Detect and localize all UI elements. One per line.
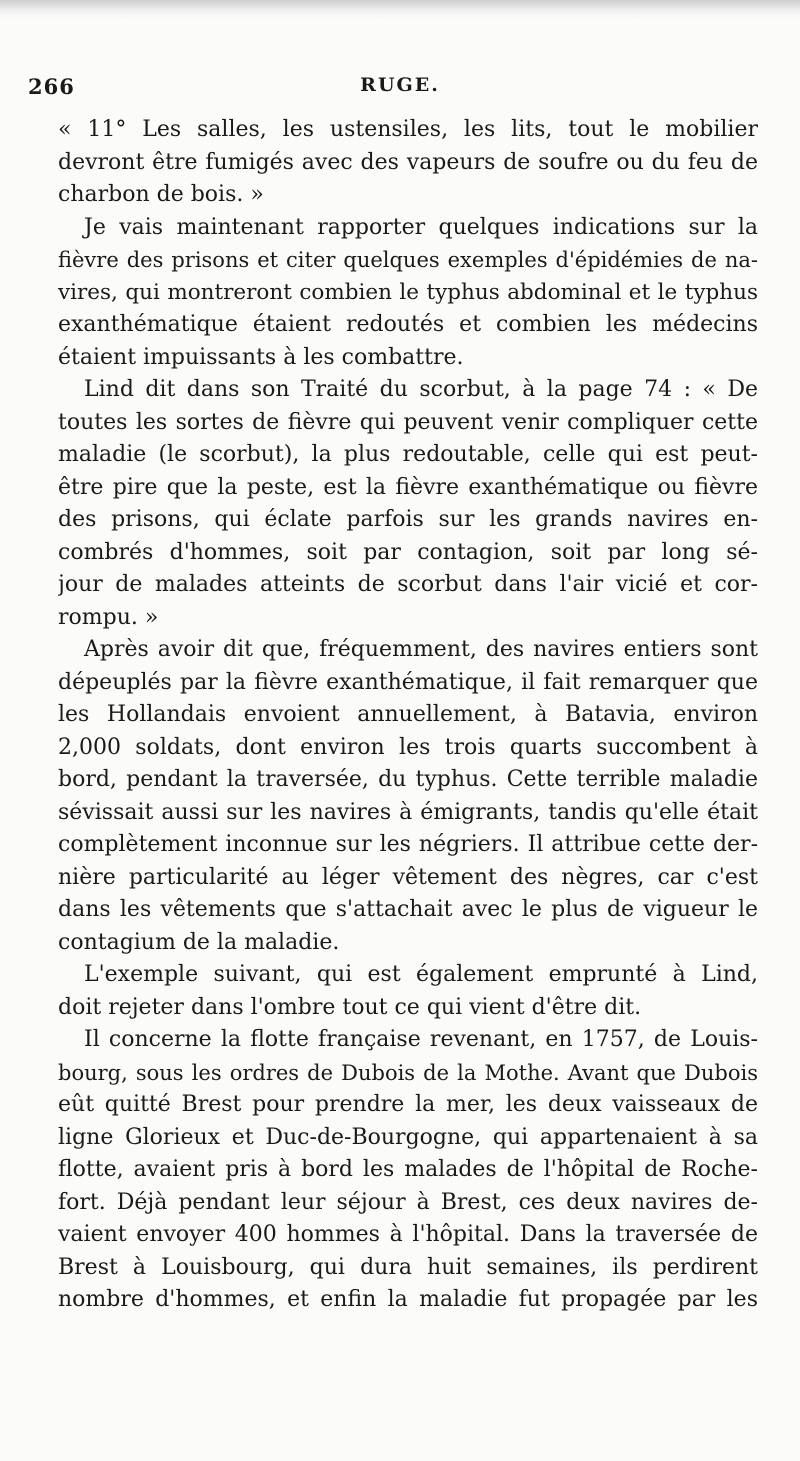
text-line: eût quitté Brest pour prendre la mer, les deux vaisseaux de: [58, 1092, 758, 1117]
text-line: contagium de la maladie.: [58, 929, 340, 955]
text-line: doit rejeter dans l'ombre tout ce qui vient d'être dit.: [58, 994, 642, 1020]
text-line: charbon de bois. »: [58, 182, 264, 207]
text-line: bourg, sous les ordres de Dubois de la Mothe. Avant que Dubois: [58, 1060, 758, 1085]
text-line: Lind dit dans son Traité du scorbut, à la page 74 : « De: [84, 377, 758, 402]
text-line: devront être fumigés avec des vapeurs de soufre ou du feu de: [58, 149, 758, 175]
text-line: vires, qui montreront combien le typhus abdominal et le typhus: [58, 279, 758, 305]
text-line: 2,000 soldats, dont environ les trois quarts succombent à: [58, 734, 758, 760]
text-line: nombre d'hommes, et enfin la maladie fut propagée par les: [58, 1287, 758, 1312]
text-line: sévissait aussi sur les navires à émigrants, tandis qu'elle était: [58, 799, 758, 825]
text-line: Brest à Louisbourg, qui dura huit semaines, ils perdirent: [58, 1254, 758, 1280]
text-line: maladie (le scorbut), la plus redoutable, celle qui est peut-: [58, 442, 758, 467]
page-top-edge: [0, 0, 800, 18]
text-line: jour de malades atteints de scorbut dans l'air vicié et cor-: [58, 572, 758, 597]
text-line: nière particularité au léger vêtement des nègres, car c'est: [58, 864, 758, 890]
text-line: toutes les sortes de fièvre qui peuvent venir compliquer cette: [58, 409, 758, 435]
running-head: RUGE.: [360, 74, 440, 96]
text-line: « 11° Les salles, les ustensiles, les lits, tout le mobilier: [58, 117, 758, 142]
text-line: dans les vêtements que s'attachait avec le plus de vigueur le: [58, 897, 758, 922]
text-line: être pire que la peste, est la fièvre exanthématique ou fièvre: [58, 474, 758, 500]
text-line: Après avoir dit que, fréquemment, des navires entiers sont: [84, 637, 758, 662]
text-line: Il concerne la flotte française revenant, en 1757, de Louis-: [84, 1027, 758, 1052]
text-body: [58, 114, 758, 1317]
text-line: L'exemple suivant, qui est également emprunté à Lind,: [84, 962, 758, 987]
text-line: vaient envoyer 400 hommes à l'hôpital. Dans la traversée de: [58, 1222, 758, 1247]
text-line: les Hollandais envoient annuellement, à Batavia, environ: [58, 702, 758, 727]
text-line: flotte, avaient pris à bord les malades de l'hôpital de Roche-: [58, 1157, 758, 1182]
text-line: ligne Glorieux et Duc-de-Bourgogne, qui appartenaient à sa: [58, 1124, 758, 1150]
text-line: Je vais maintenant rapporter quelques indications sur la: [84, 214, 758, 240]
text-line: des prisons, qui éclate parfois sur les grands navires en-: [58, 507, 758, 532]
text-line: fort. Déjà pendant leur séjour à Brest, ces deux navires de-: [58, 1189, 758, 1215]
text-line: étaient impuissants à les combattre.: [58, 344, 464, 370]
text-line: exanthématique étaient redoutés et combien les médecins: [58, 312, 758, 337]
text-line: complètement inconnue sur les négriers. Il attribue cette der-: [58, 832, 758, 857]
page-number: 266: [28, 74, 75, 99]
text-line: combrés d'hommes, soit par contagion, soit par long sé-: [58, 539, 758, 565]
text-line: rompu. »: [58, 604, 159, 630]
text-line: fièvre des prisons et citer quelques exemples d'épidémies de na-: [58, 248, 758, 272]
text-line: bord, pendant la traversée, du typhus. Cette terrible maladie: [58, 767, 758, 792]
page-header: [22, 74, 778, 104]
text-line: dépeuplés par la fièvre exanthématique, il fait remarquer que: [58, 669, 758, 695]
